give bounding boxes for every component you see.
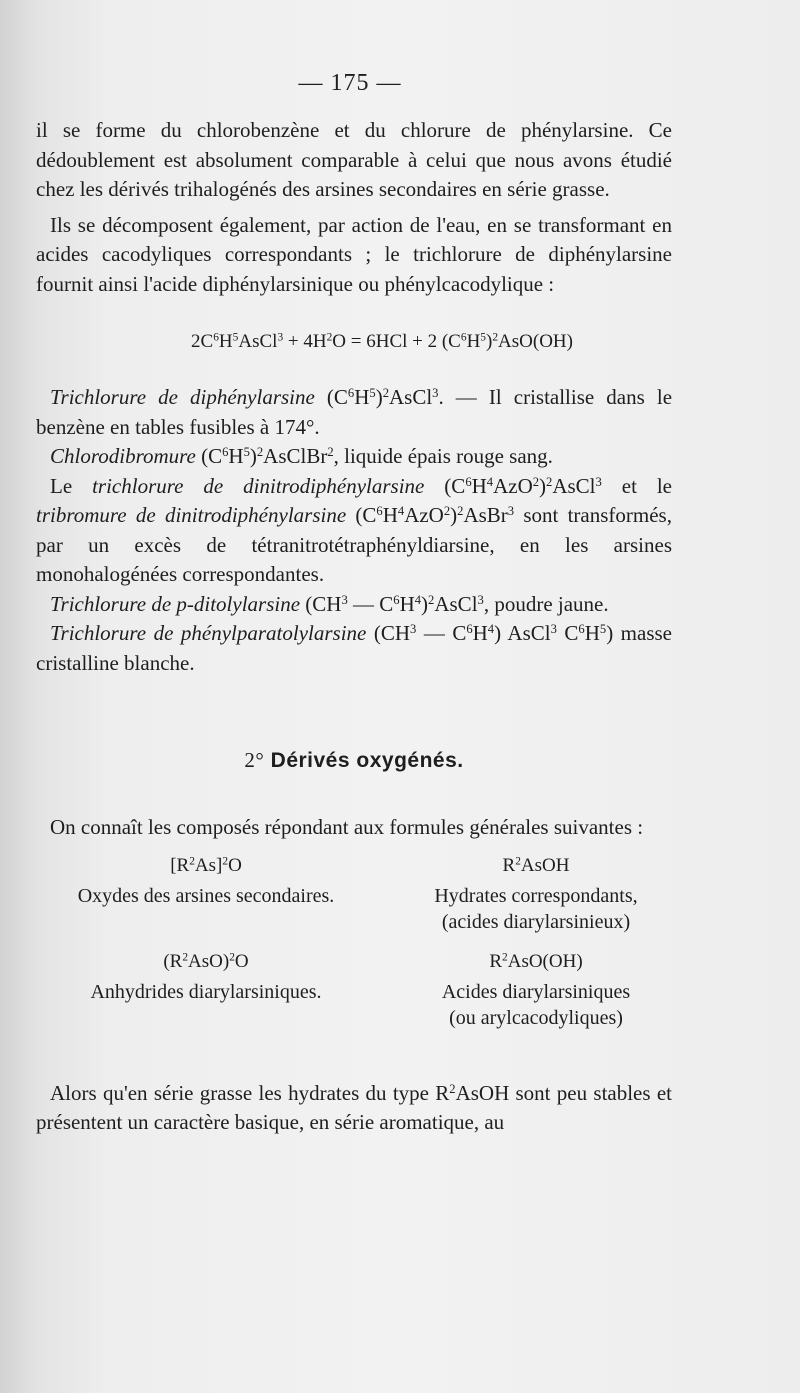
anhydrides-formula: $(R^2AsO)^2O$ — [163, 950, 249, 972]
paragraph-1: il se forme du chlorobenzène et du chlorure de phénylarsine. Ce dédoublement est absolument comparable à celui que nous avons étudié chez les dérivés trihalogénés des arsines secondaires en série grasse. — [36, 118, 672, 201]
entry-phenylparatolylarsine: Trichlorure de phénylparatolylarsine ($CH^3$ — $C^6H^4$) AsCl$^3$ $C^6H^5$) masse cristalline blanche. — [36, 621, 673, 675]
acides-label: Acides diarylarsiniques — [441, 980, 631, 1003]
oxydes-cell — [36, 853, 376, 909]
anhydrides-cell — [36, 949, 376, 1005]
body-text — [36, 116, 672, 1138]
hydrates-formula: $R^2AsOH$ — [502, 854, 570, 876]
oxydes-label: Oxydes des arsines secondaires. — [77, 884, 335, 907]
hydrates-sublabel: (acides diarylarsinieux) — [441, 910, 631, 933]
anhydrides-label: Anhydrides diarylarsiniques. — [90, 980, 322, 1003]
acides-formula: $R^2AsO(OH)$ — [489, 950, 583, 972]
intro-paragraph: On connaît les composés répondant aux formules générales suivantes : — [50, 815, 644, 839]
page-number: — 175 — — [298, 70, 402, 96]
entry-dinitrodiphenylarsine: Le trichlorure de dinitrodiphénylarsine $(C^6H^4AzO^2)^2AsCl^3$ et le tribromure de dinitrodiphénylarsine $(C^6H^4AzO^2)^2AsBr^3$ sont transformés, par un excès de tétranitrotétraphényldiarsine, en les arsines monohalogénées correspondantes. — [36, 473, 672, 586]
reaction-equation: $2C^6H^5AsCl^3 + 4H^2O = 6HCl + 2$ $(C^6H^5)^2AsO(OH)$ — [191, 331, 573, 352]
formula-table — [36, 853, 672, 1053]
oxydes-formula: $[R^2As]^2O$ — [170, 854, 242, 876]
entry-chlorodibromure: Chlorodibromure $(C^6H^5)^2AsClBr^2$, liquide épais rouge sang. — [50, 444, 553, 468]
hydrates-label: Hydrates correspondants, — [434, 884, 638, 907]
acides-sublabel: (ou arylcacodyliques) — [449, 1006, 623, 1029]
paragraph-2: Ils se décomposent également, par action de l'eau, en se transformant en acides cacodyliques correspondants ; le trichlorure de diphénylarsine fournit ainsi l'acide diphénylarsinique ou phénylcacodylique : — [36, 212, 672, 296]
section-heading: 2° Dérivés oxygénés. — [244, 748, 464, 772]
acides-cell — [386, 949, 686, 1031]
final-paragraph: Alors qu'en série grasse les hydrates du type $R^2AsOH$ sont peu stables et présentent un caractère basique, en série aromatique, au — [36, 1080, 672, 1134]
entry-ditolylarsine: Trichlorure de p-ditolylarsine ($CH^3$ — $C^6H^4)^2AsCl^3$, poudre jaune. — [50, 591, 609, 616]
entry-trichlorure-diphenylarsine: Trichlorure de diphénylarsine $(C^6H^5)^2AsCl^3$. — Il cristallise dans le benzène en tables fusibles à 174°. — [36, 385, 673, 439]
hydrates-cell — [386, 853, 686, 935]
